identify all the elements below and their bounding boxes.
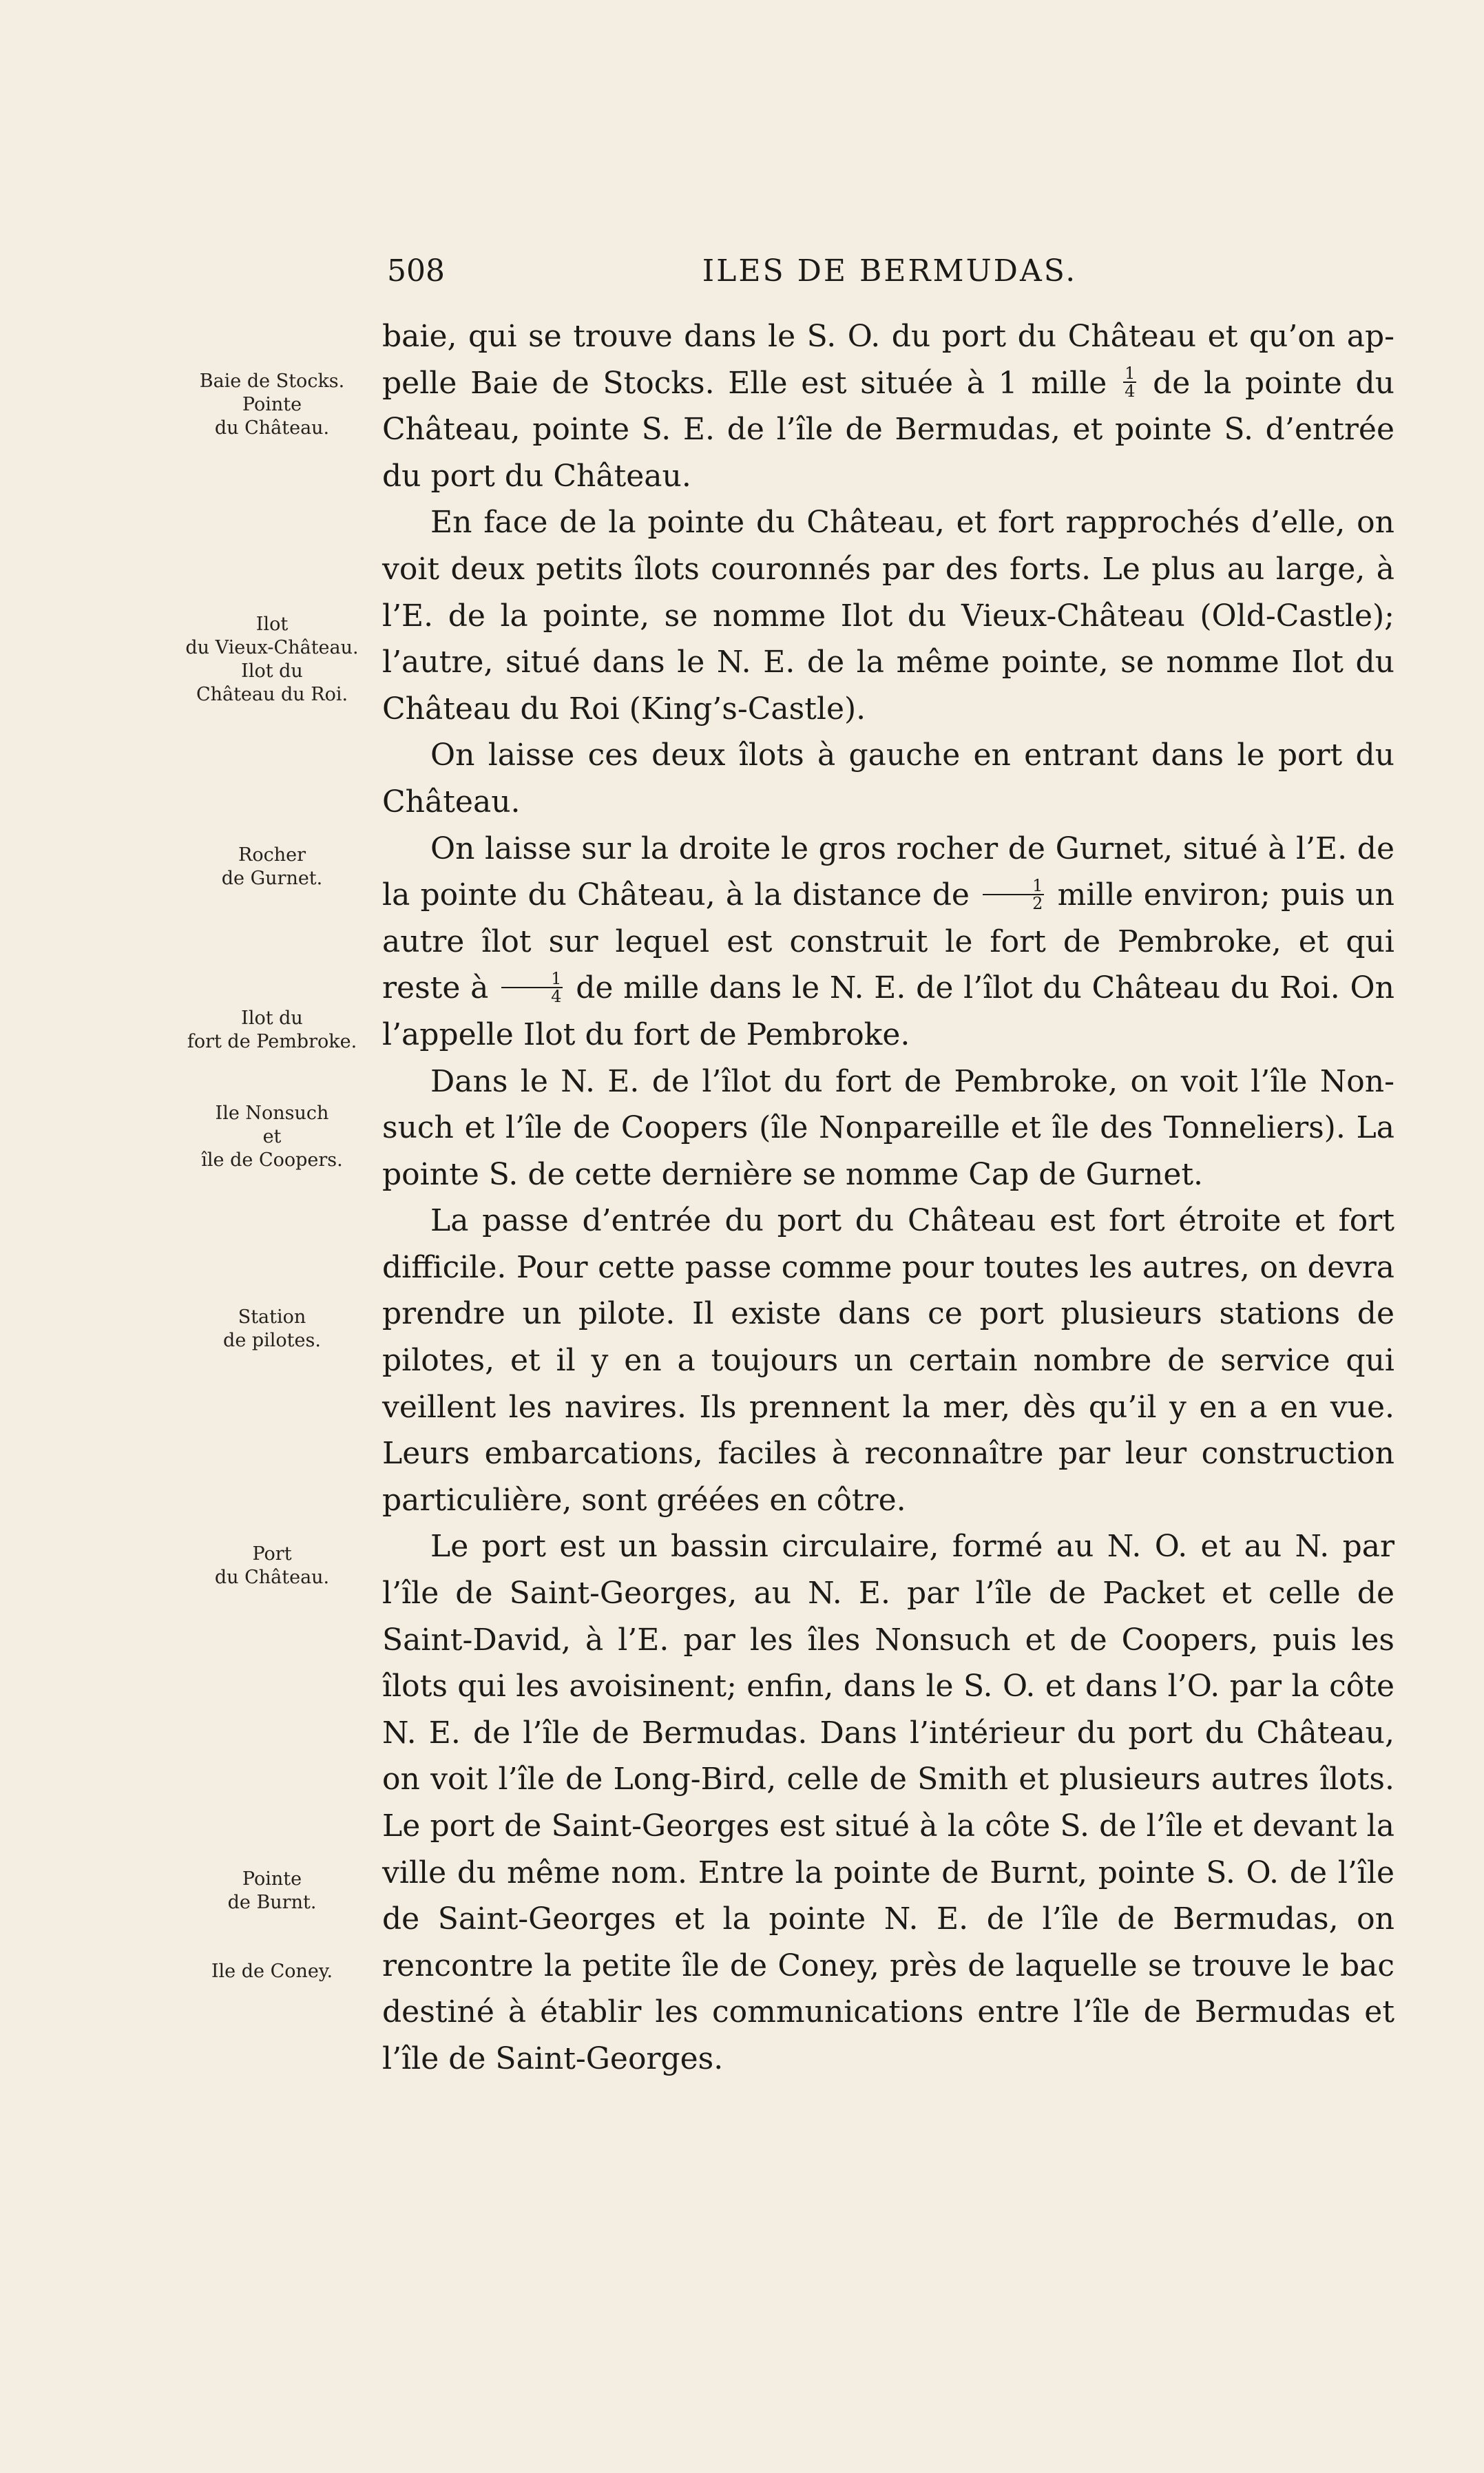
margin-note-nonsuch-coopers (158, 1102, 386, 1172)
margin-note-fort-de-pembroke (158, 1007, 386, 1054)
page-header (387, 253, 1392, 302)
fraction-numerator: 1 (501, 970, 563, 988)
body-text (382, 313, 1394, 2083)
margin-note-line: Ile Nonsuch (215, 1103, 329, 1124)
margin-note-station-de-pilotes (158, 1306, 386, 1353)
margin-note-line: de Burnt. (227, 1892, 317, 1913)
running-title: ILES DE BERMUDAS. (702, 253, 1078, 289)
fraction-numerator: 1 (1125, 364, 1136, 384)
paragraph-1 (382, 313, 1394, 499)
margin-note-line: du Château. (214, 1567, 330, 1588)
fraction-one-quarter (501, 970, 563, 1005)
fraction-one-quarter (1123, 365, 1136, 399)
margin-note-line: du Château. (214, 417, 330, 439)
margin-note-line: fort de Pembroke. (187, 1031, 357, 1052)
margin-note-line: Ilot du (241, 660, 303, 682)
paragraph-3: On laisse ces deux îlots à gauche en entrant dans le port du Château. (382, 738, 1394, 820)
paragraph-6: La passe d’entrée du port du Château est fort étroite et fort difficile. Pour cette passe comme pour toutes les autres, on devra prendre un pilote. Il existe dans ce port plusieurs stations de pilotes, et il y en a toujours un certain nombre de service qui veillent les navires. Ils prennent la mer, dès qu’il y en a en vue. Leurs embarcations, faciles à reconnaître par leur construction particulière, sont gréées en côtre. (382, 1203, 1394, 1518)
margin-note-line: Station (238, 1306, 306, 1328)
margin-note-line: Château du Roi. (196, 684, 348, 705)
paragraph-2: En face de la pointe du Château, et fort rapprochés d’elle, on voit deux petits îlots couronnés par des forts. Le plus au large, à l’E. de la pointe, se nomme Ilot du Vieux-Château (Old-Castle); l’autre, situé dans le N. E. de la même pointe, se nomme Ilot du Château du Roi (King’s-Castle). (382, 505, 1394, 727)
margin-note-line: de Gurnet. (221, 868, 323, 889)
margin-note-line: de pilotes. (223, 1330, 321, 1351)
margin-note-line: Ilot (255, 614, 289, 635)
margin-note-line: et (262, 1126, 282, 1147)
text-run: On laisse sur la droite le gros rocher de Gurnet, situé à l’E. de la pointe du Château, à la distance de (382, 831, 1394, 913)
margin-note-rocher-de-gurnet (158, 844, 386, 890)
margin-note-line: Ilot du (241, 1008, 303, 1029)
fraction-one-half (983, 877, 1044, 912)
margin-note-baie-de-stocks (158, 370, 386, 440)
text-run: baie, qui se trouve dans le S. O. du port du Château et qu’on appelle Baie de Stocks. Elle est située à 1 mille (382, 319, 1394, 401)
paragraph-7: Le port est un bassin circulaire, formé au N. O. et au N. par l’île de Saint-Georges, au N. E. par l’île de Packet et celle de Saint-David, à l’E. par les îles Nonsuch et de Coopers, puis les îlots qui les avoisinent; enfin, dans le S. O. et dans l’O. par la côte N. E. de l’île de Bermudas. Dans l’intérieur du port du Château, on voit l’île de Long-Bird, celle de Smith et plusieurs autres îlots. Le port de Saint-Georges est situé à la côte S. de l’île et devant la ville du même nom. Entre la pointe de Burnt, pointe S. O. de l’île de Saint-Georges et la pointe N. E. de l’île de Bermudas, on rencontre la petite île de Coney, près de laquelle se trouve le bac destiné à établir les communications entre l’île de Bermudas et l’île de Saint-Georges. (382, 1529, 1394, 2076)
margin-note-line: Port (252, 1543, 292, 1565)
margin-note-line: du Vieux-Château. (185, 637, 359, 658)
text-run: de la pointe du Château, pointe S. E. de l’île de Bermudas, et pointe S. d’entrée du port du Château. (382, 365, 1394, 494)
fraction-denominator: 4 (1125, 382, 1136, 401)
text-run: de mille dans le N. E. de l’îlot du Château du Roi. On l’appelle Ilot du fort de Pembroke. (382, 970, 1394, 1052)
paragraph-5: Dans le N. E. de l’îlot du fort de Pembroke, on voit l’île Nonsuch et l’île de Coopers (île Nonpareille et île des Tonneliers). La pointe S. de cette dernière se nomme Cap de Gurnet. (382, 1063, 1394, 1192)
margin-note-line: île de Coopers. (201, 1149, 343, 1171)
margin-note-line: Baie de Stocks. (199, 371, 345, 392)
margin-note-line: Pointe (242, 1868, 302, 1890)
fraction-denominator: 2 (1032, 893, 1043, 913)
fraction-denominator: 4 (551, 986, 562, 1006)
margin-note-line: Rocher (238, 844, 306, 866)
margin-note-pointe-de-burnt (158, 1868, 386, 1914)
margin-note-ilots (158, 613, 386, 707)
margin-note-line: Pointe (242, 394, 302, 415)
margin-note-line: Ile de Coney. (211, 1961, 333, 1982)
page-number: 508 (387, 253, 445, 289)
text-run: mille environ; puis un autre îlot sur lequel est construit le fort de Pembroke, et qui reste à (382, 877, 1394, 1006)
margin-note-ile-de-coney (158, 1960, 386, 1983)
fraction-numerator: 1 (983, 877, 1044, 895)
paragraph-4 (382, 826, 1394, 1058)
margin-note-port-du-chateau (158, 1543, 386, 1589)
